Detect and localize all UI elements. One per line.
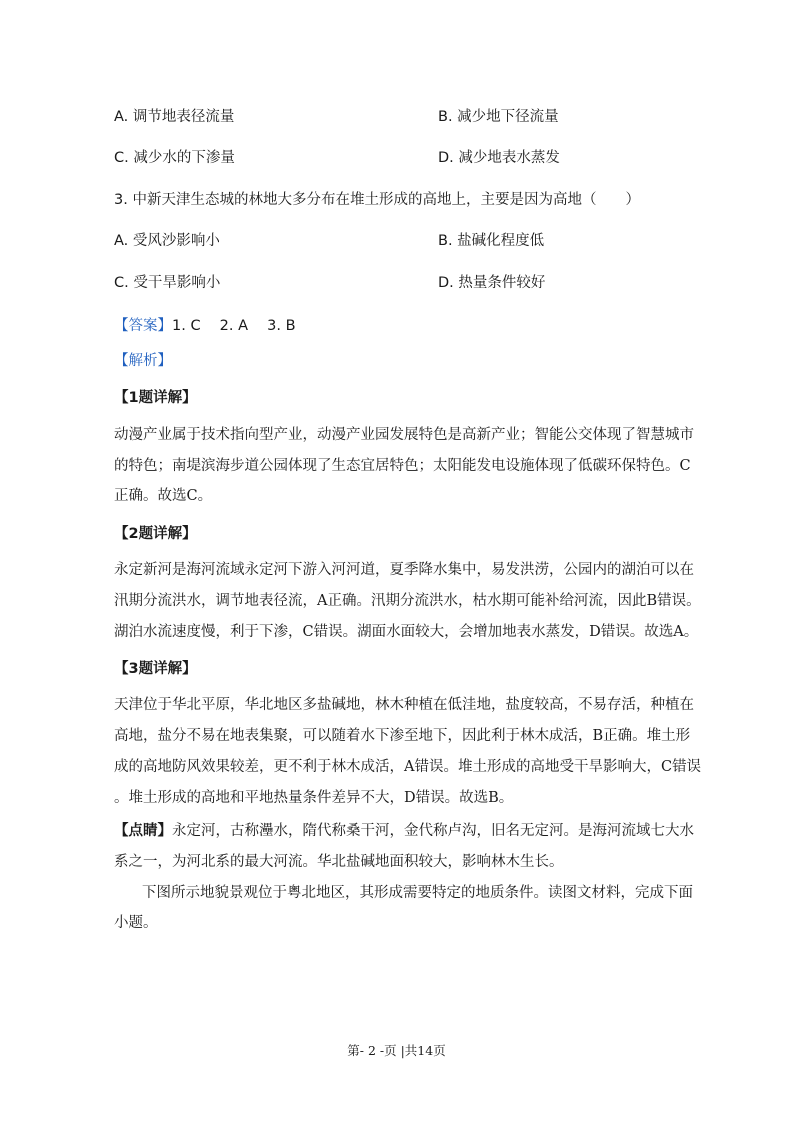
detail-3-line: 天津位于华北平原，华北地区多盐碱地，林木种植在低洼地，盐度较高，不易存活，种植在 bbox=[114, 697, 694, 713]
answer-tag: 【答案】 bbox=[114, 318, 172, 334]
answer-text: 1. C 2. A 3. B bbox=[172, 318, 296, 334]
detail-1-line: 动漫产业属于技术指向型产业，动漫产业园发展特色是高新产业；智能公交体现了智慧城市 bbox=[114, 427, 694, 443]
detail-2-title: 【2题详解】 bbox=[114, 526, 197, 542]
intro-line: 下图所示地貌景观位于粤北地区，其形成需要特定的地质条件。读图文材料，完成下面 bbox=[142, 885, 693, 901]
intro-line-2: 小题。 bbox=[114, 915, 158, 931]
option-b-q3: B. 盐碱化程度低 bbox=[438, 233, 545, 249]
option-a-q3: A. 受风沙影响小 bbox=[114, 233, 220, 249]
option-c-q2: C. 减少水的下渗量 bbox=[114, 150, 235, 166]
answer-line bbox=[114, 316, 296, 336]
detail-2-line: 汛期分流洪水，调节地表径流，A正确。汛期分流洪水，枯水期可能补给河流，因此B错误。 bbox=[114, 593, 701, 609]
option-d-q3: D. 热量条件较好 bbox=[438, 275, 546, 291]
detail-1-line: 正确。故选C。 bbox=[114, 488, 213, 504]
detail-3-title: 【3题详解】 bbox=[114, 661, 197, 677]
detail-3-line: 高地，盐分不易在地表集聚，可以随着水下渗至地下，因此利于林木成活，B正确。堆土形 bbox=[114, 728, 691, 744]
option-a-q2: A. 调节地表径流量 bbox=[114, 109, 235, 125]
detail-1-line: 的特色；南堤滨海步道公园体现了生态宜居特色；太阳能发电设施体现了低碳环保特色。C bbox=[114, 458, 691, 474]
highlight-line bbox=[114, 821, 694, 841]
option-d-q2: D. 减少地表水蒸发 bbox=[438, 150, 560, 166]
detail-2-line: 永定新河是海河流域永定河下游入河河道，夏季降水集中，易发洪涝，公园内的湖泊可以在 bbox=[114, 562, 694, 578]
question-3-stem: 3. 中新天津生态城的林地大多分布在堆土形成的高地上，主要是因为高地（ ） bbox=[114, 192, 640, 208]
detail-3-line: 成的高地防风效果较差，更不利于林木成活，A错误。堆土形成的高地受干旱影响大，C错误 bbox=[114, 759, 702, 775]
page-footer: 第- 2 -页 |共14页 bbox=[347, 1043, 446, 1058]
detail-1-title: 【1题详解】 bbox=[114, 390, 197, 406]
option-b-q2: B. 减少地下径流量 bbox=[438, 109, 559, 125]
analysis-tag: 【解析】 bbox=[114, 353, 172, 369]
highlight-tag: 【点睛】 bbox=[114, 823, 172, 839]
detail-2-line: 湖泊水流速度慢，利于下渗，C错误。湖面水面较大，会增加地表水蒸发，D错误。故选A。 bbox=[114, 624, 699, 640]
detail-3-line: 。堆土形成的高地和平地热量条件差异不大，D错误。故选B。 bbox=[114, 790, 514, 806]
highlight-line-2: 系之一，为河北系的最大河流。华北盐碱地面积较大，影响林木生长。 bbox=[114, 854, 564, 870]
option-c-q3: C. 受干旱影响小 bbox=[114, 275, 221, 291]
highlight-text: 永定河，古称灅水，隋代称桑干河，金代称卢沟，旧名无定河。是海河流域七大水 bbox=[172, 823, 694, 839]
